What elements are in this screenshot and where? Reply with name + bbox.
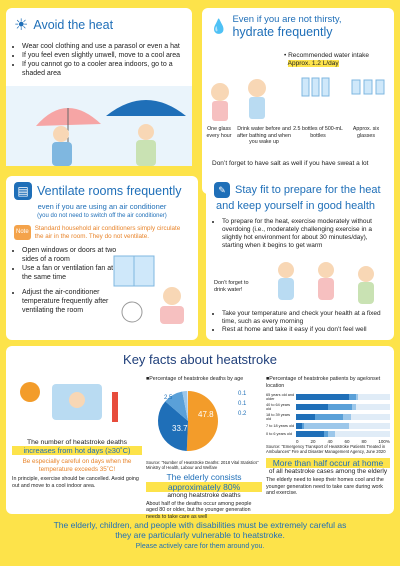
pie-label: 0.1 xyxy=(238,390,247,397)
pie-label: 2.5 xyxy=(164,394,173,401)
warning: Be especially careful on days when the temperature exceeds 35˚C! xyxy=(22,458,132,473)
room-illustration xyxy=(112,252,192,332)
bar-segment xyxy=(349,423,390,429)
bar-row xyxy=(266,393,390,401)
location-bar-chart xyxy=(266,393,390,437)
chart-title: ■Percentage of heatstroke patients by age/onset location xyxy=(266,376,381,389)
source: Source: “Emergency Transport of Heatstroke Patients Treated in Ambulances” Fire and Disaster Management Agency, June 2020 xyxy=(266,444,386,454)
bar-segment xyxy=(296,431,324,437)
bar-segment xyxy=(296,394,349,400)
note-badge: Note xyxy=(14,225,31,240)
panel-hydrate: 💧 Even if you are not thirsty, hydrate frequently • Recommended water intake Approx. 1.2 L/day One glass every hour Drink water before and after bathing and when you wake up 2.5 bottles of 500-mL bottles Approx. six glasses Don’t forget to have salt as well if you have sweat a lot xyxy=(202,8,394,194)
bar-segment xyxy=(328,431,336,437)
parasol-illustration xyxy=(6,86,192,166)
elderly-line2: approximately 80% xyxy=(146,482,262,492)
bar-category-label: 18 to 39 years old xyxy=(266,413,291,421)
bullet: • To prepare for the heat, exercise moderately without overdoing (i.e., moderately challenging exercise in a slightly hot environment for about 30 minutes/day), starting when it begins to get warm xyxy=(222,218,388,250)
subtitle: even if you are using an air conditioner xyxy=(37,202,167,211)
footer: The elderly, children, and people with disabilities must be extremely careful as they are particularly vulnerable to heatstroke. Please actively care for them around you. xyxy=(53,520,347,550)
panel-avoid-heat xyxy=(6,8,192,166)
source: Source: “Number of Heatstroke Deaths: 2018 Vital Statistics” Ministry of Health, Labour and Welfare xyxy=(146,459,259,470)
right-note: The elderly need to keep their homes cool and the younger generation need to take care during work and exercise. xyxy=(266,477,384,496)
bar-axis: 0 20 40 60 80 100% xyxy=(296,439,390,444)
bullet: • Use a fan or ventilation fan at the same time xyxy=(22,264,122,282)
key-facts-panel xyxy=(6,346,394,520)
elderly-line3: among heatstroke deaths xyxy=(167,491,241,499)
bar-segment xyxy=(296,414,315,420)
elderly-line1: The elderly consists xyxy=(166,471,242,482)
panel-title: Avoid the heat xyxy=(33,18,114,32)
bar-row xyxy=(266,403,390,411)
home-line2: of all heatstroke cases among the elderly xyxy=(268,468,388,475)
bar-segment xyxy=(328,404,352,410)
hot-weather-illustration xyxy=(12,374,142,434)
pie-label: 33.7 xyxy=(172,423,188,433)
bullet: • If you feel even slightly unwell, move to a cool area xyxy=(22,51,186,60)
chart-title: ■Percentage of heatstroke deaths by age xyxy=(146,376,244,382)
bar-segment xyxy=(304,423,349,429)
mid-note: About half of the deaths occur among people aged 80 or older, but the younger generation needs to take care as well xyxy=(146,500,252,520)
left-note: In principle, exercise should be cancelled. Avoid going out and move to a cool indoor area. xyxy=(12,476,139,489)
salt-note: Don’t forget to have salt as well if you have sweat a lot xyxy=(212,160,369,167)
water-drop-icon: 💧 xyxy=(210,18,228,34)
intake-label: Recommended water intake xyxy=(288,52,370,59)
bullet: • Wear cool clothing and use a parasol or even a hat xyxy=(22,42,186,51)
bullet: • Open windows or doors at two sides of a room xyxy=(22,246,122,264)
section-title: Key facts about heatstroke xyxy=(123,352,277,367)
water-bottles-illustration xyxy=(202,68,394,128)
bar-segment xyxy=(349,394,357,400)
bar-category-label: 7 to 18 years old xyxy=(266,424,295,428)
pie-label: 0.1 xyxy=(238,400,247,407)
bullet: • Rest at home and take it easy if you don’t feel well xyxy=(222,326,388,334)
bar-segment xyxy=(351,414,390,420)
bar-segment xyxy=(296,404,328,410)
parenthetical: (you do not need to switch off the air conditioner) xyxy=(37,213,167,219)
panel-title: Even if you are not thirsty, xyxy=(232,14,342,25)
bar-category-label: 65 years old and older xyxy=(266,393,295,401)
bar-segment xyxy=(356,404,390,410)
bar-segment xyxy=(343,414,351,420)
pie-label: 0.2 xyxy=(238,410,247,417)
hydration-captions: One glass every hour Drink water before and after bathing and when you wake up 2.5 bottles of 500-mL bottles Approx. six glasses xyxy=(206,126,380,145)
deaths-line2: increases from hot days (≥30˚C) xyxy=(12,446,142,455)
panel-stay-fit: ✎ Stay fit to prepare for the heat and keep yourself in good health • To prepare for the heat, exercise moderately without overdoing (i.e., moderately challenging exercise in a slightly hot environment for about 30 minutes/day), starting when it begins to get warm Don’t forget to drink water! • Take your temperature and check your health at a fixed time, such as every morning • Rest at home and take it easy if you don’t feel well xyxy=(206,176,394,340)
window-icon: ▤ xyxy=(14,182,32,200)
panel-title: Ventilate rooms frequently xyxy=(37,184,182,198)
panel-ventilate xyxy=(6,176,198,340)
intake-value: Approx. 1.2 L/day xyxy=(287,60,339,67)
bar-segment xyxy=(315,414,343,420)
bar-segment xyxy=(335,431,390,437)
panel-title: Stay fit to prepare for the heat xyxy=(235,184,381,196)
bar-category-label: 40 to 64 years old xyxy=(266,403,291,411)
bullet: • If you cannot go to a cooler area indoors, go to a shaded area xyxy=(22,60,186,78)
pie-label: 47.8 xyxy=(198,409,214,419)
bar-row xyxy=(266,423,390,429)
home-line1: More than half occur at home xyxy=(266,458,390,468)
pie-slice xyxy=(187,391,218,451)
note-text: Standard household air conditioners simply circulate the air in the room. They do not ventilate. xyxy=(34,225,181,240)
bullet: • Take your temperature and check your health at a fixed time, such as every morning xyxy=(222,310,388,326)
bar-category-label: 0 to 6 years old xyxy=(266,432,292,436)
bar-row xyxy=(266,431,390,437)
speech-bubble: Don’t forget to drink water! xyxy=(214,280,249,293)
bullet: • Adjust the air-conditioner temperature frequently after ventilating the room xyxy=(22,288,122,315)
bar-row xyxy=(266,413,390,421)
deaths-line1: The number of heatstroke deaths xyxy=(26,439,128,446)
exercise-illustration xyxy=(256,258,386,310)
bar-segment xyxy=(358,394,390,400)
age-pie-chart xyxy=(146,385,262,455)
chat-icon: ✎ xyxy=(214,182,230,198)
sun-icon: ☀ xyxy=(14,17,29,34)
